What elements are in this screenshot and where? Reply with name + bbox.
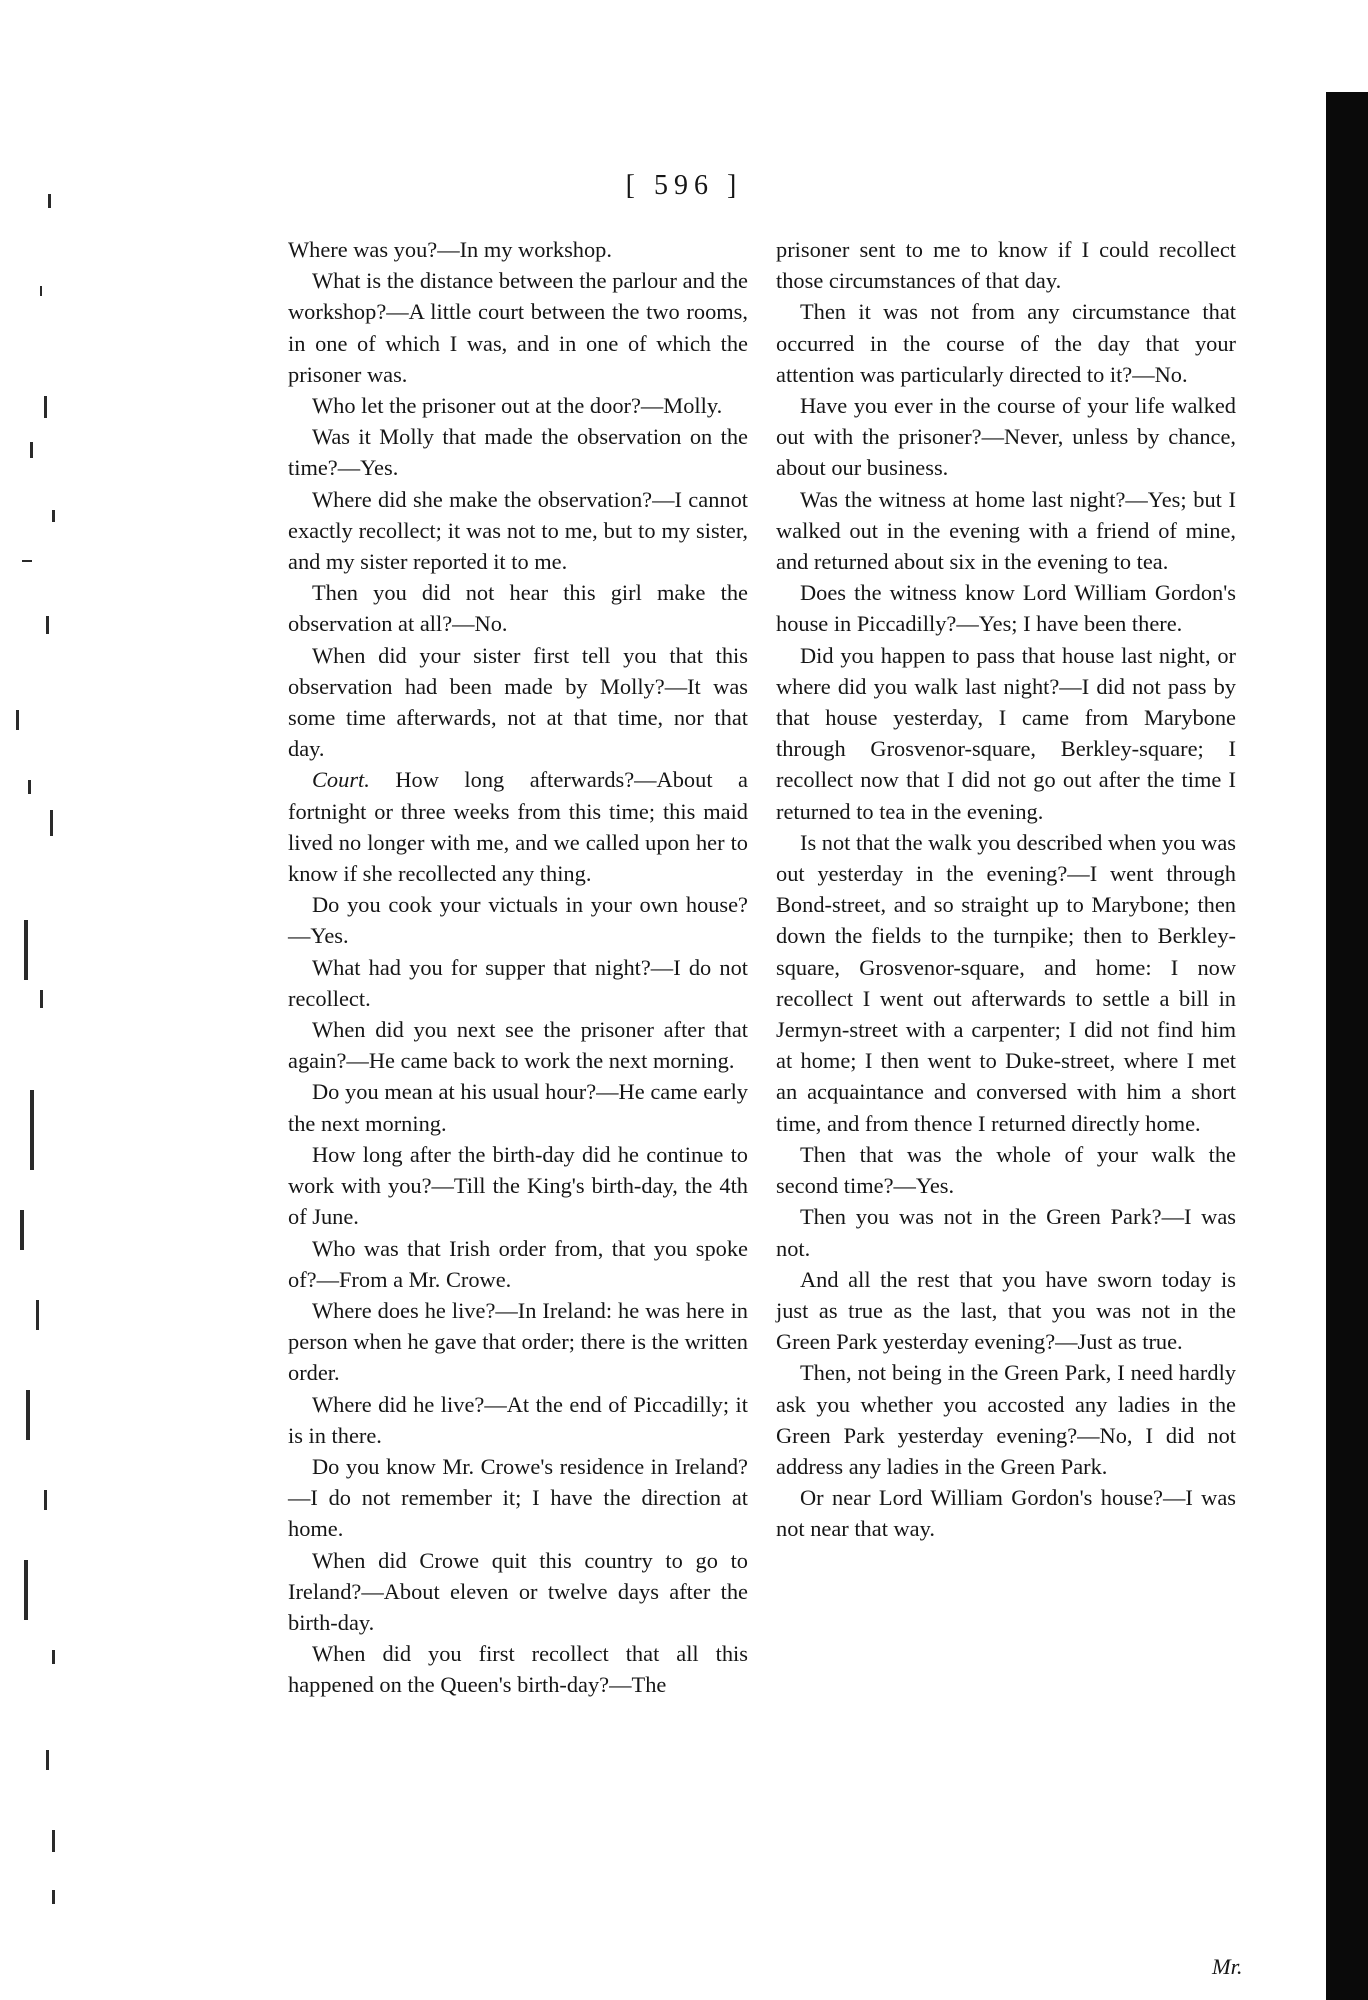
paragraph-text: How long afterwards?—About a fortnight or three weeks from this time; this maid lived no longer with me, and we called upon her to know if she recollected any thing. <box>288 767 748 887</box>
paragraph-text: Do you cook your victuals in your own house?—Yes. <box>288 892 748 949</box>
scan-artifact-mark <box>52 1890 55 1904</box>
paragraph <box>288 1233 748 1295</box>
paragraph-text: Who let the prisoner out at the door?—Molly. <box>312 393 723 419</box>
paragraph-text: When did you next see the prisoner after that again?—He came back to work the next morning. <box>288 1017 748 1074</box>
paragraph-text: Where did she make the observation?—I cannot exactly recollect; it was not to me, but to my sister, and my sister reported it to me. <box>288 486 748 575</box>
paragraph-text: Was it Molly that made the observation on the time?—Yes. <box>288 424 748 481</box>
scan-artifact-mark <box>50 810 53 836</box>
scan-artifact-mark <box>52 1830 55 1852</box>
paragraph <box>776 1357 1236 1482</box>
scan-artifact-mark <box>30 1090 34 1170</box>
scan-artifact-mark <box>26 1390 30 1440</box>
paragraph-text: Then you did not hear this girl make the observation at all?—No. <box>288 580 748 637</box>
paragraph <box>288 1638 748 1700</box>
page-number: [ 596 ] <box>625 170 743 201</box>
paragraph <box>776 390 1236 484</box>
paragraph-text: Where was you?—In my workshop. <box>288 237 612 262</box>
left-text-column <box>288 234 748 1701</box>
scan-artifact-mark <box>24 920 28 980</box>
scan-artifact-mark <box>22 560 32 562</box>
paragraph <box>288 1545 748 1639</box>
paragraph <box>288 952 748 1014</box>
paragraph-text: Then that was the whole of your walk the second time?—Yes. <box>776 1141 1236 1199</box>
paragraph-text: Is not that the walk you described when you was out yesterday in the evening?—I went through Bond-street, and so straight up to Marybone; then down the fields to the turnpike; then to Berkley-square, Grosvenor-square, and home: I now recollect I went out afterwards to settle a bill in Jermyn-street with a carpenter; I did not find him at home; I then went to Duke-street, where I met an acquaintance and conversed with him a short time, and from thence I returned directly home. <box>776 829 1236 1136</box>
paragraph <box>288 1076 748 1138</box>
paragraph <box>288 1295 748 1389</box>
scan-artifact-mark <box>20 1210 24 1250</box>
paragraph <box>776 640 1236 827</box>
scan-gutter-marks <box>0 90 78 1970</box>
paragraph <box>288 421 748 483</box>
paragraph <box>288 390 748 421</box>
scan-artifact-mark <box>28 780 31 794</box>
scan-artifact-mark <box>30 442 33 458</box>
scan-artifact-mark <box>52 1650 55 1664</box>
scan-artifact-mark <box>36 1300 39 1330</box>
paragraph <box>288 1389 748 1451</box>
paragraph-text: When did you first recollect that all this happened on the Queen's birth-day?—The <box>288 1641 748 1698</box>
paragraph-text: When did your sister first tell you that this observation had been made by Molly?—It was some time afterwards, not at that time, nor that day. <box>288 642 748 762</box>
scan-artifact-mark <box>44 1490 47 1510</box>
paragraph <box>776 1139 1236 1201</box>
paragraph-text: When did Crowe quit this country to go to Ireland?—About eleven or twelve days after the birth-day. <box>288 1547 748 1635</box>
paragraph-text: prisoner sent to me to know if I could recollect those circumstances of that day. <box>776 237 1236 294</box>
paragraph-text: And all the rest that you have sworn today is just as true as the last, that you was not in the Green Park yesterday evening?—Just as true. <box>776 1266 1236 1355</box>
scan-artifact-mark <box>24 1560 28 1620</box>
paragraph <box>776 484 1236 578</box>
paragraph-text: What is the distance between the parlour and the workshop?—A little court between the two rooms, in one of which I was, and in one of which the prisoner was. <box>288 268 748 387</box>
paragraph <box>288 234 748 265</box>
right-text-column <box>776 234 1236 1545</box>
paragraph-text: Have you ever in the course of your life walked out with the prisoner?—Never, unless by chance, about our business. <box>776 393 1236 481</box>
paragraph <box>288 265 748 390</box>
paragraph <box>776 1201 1236 1263</box>
paragraph-text: Did you happen to pass that house last night, or where did you walk last night?—I did not pass by that house yesterday, I came from Marybone through Grosvenor-square, Berkley-square; I recollect now that I did not go out after the time I returned to tea in the evening. <box>776 642 1236 824</box>
paragraph <box>288 1014 748 1076</box>
scan-artifact-mark <box>46 616 49 634</box>
paragraph-text: Or near Lord William Gordon's house?—I was not near that way. <box>776 1485 1236 1542</box>
speaker-label: Court. <box>312 767 370 793</box>
paragraph <box>288 640 748 765</box>
paragraph-text: Who was that Irish order from, that you spoke of?—From a Mr. Crowe. <box>288 1235 748 1292</box>
paragraph <box>288 577 748 639</box>
paragraph <box>776 1264 1236 1358</box>
catchword: Mr. <box>1212 1954 1243 1979</box>
scan-artifact-mark <box>40 286 42 296</box>
paragraph <box>288 889 748 951</box>
paragraph-text: Then you was not in the Green Park?—I was not. <box>776 1204 1236 1261</box>
paragraph <box>288 484 748 578</box>
paragraph <box>776 577 1236 639</box>
paragraph-text: Then it was not from any circumstance that occurred in the course of the day that your attention was particularly directed to it?—No. <box>776 299 1236 387</box>
paragraph-text: Where does he live?—In Ireland: he was here in person when he gave that order; there is the written order. <box>288 1297 748 1386</box>
scan-artifact-mark <box>16 710 19 730</box>
paragraph <box>288 1139 748 1233</box>
binding-shadow <box>1326 92 1368 2000</box>
scan-artifact-mark <box>52 510 55 522</box>
paragraph <box>288 1451 748 1545</box>
paragraph <box>776 827 1236 1139</box>
scan-artifact-mark <box>46 1750 49 1770</box>
paragraph <box>776 1482 1236 1544</box>
paragraph-text: Do you know Mr. Crowe's residence in Ireland?—I do not remember it; I have the direction at home. <box>288 1453 748 1542</box>
paragraph-text: Was the witness at home last night?—Yes; but I walked out in the evening with a friend of mine, and returned about six in the evening to tea. <box>776 486 1236 575</box>
scan-artifact-mark <box>40 990 43 1008</box>
paragraph-text: How long after the birth-day did he continue to work with you?—Till the King's birth-day, the 4th of June. <box>288 1141 748 1230</box>
paragraph <box>288 764 748 889</box>
paragraph <box>776 234 1236 296</box>
paragraph-text: Where did he live?—At the end of Piccadilly; it is in there. <box>288 1391 748 1448</box>
paragraph-text: Does the witness know Lord William Gordon's house in Piccadilly?—Yes; I have been there. <box>776 580 1236 637</box>
paragraph-text: Do you mean at his usual hour?—He came early the next morning. <box>288 1079 748 1136</box>
paragraph-text: Then, not being in the Green Park, I need hardly ask you whether you accosted any ladies in the Green Park yesterday evening?—No, I did not address any ladies in the Green Park. <box>776 1360 1236 1479</box>
paragraph <box>776 296 1236 390</box>
scan-artifact-mark <box>44 396 47 418</box>
paragraph-text: What had you for supper that night?—I do not recollect. <box>288 954 748 1011</box>
